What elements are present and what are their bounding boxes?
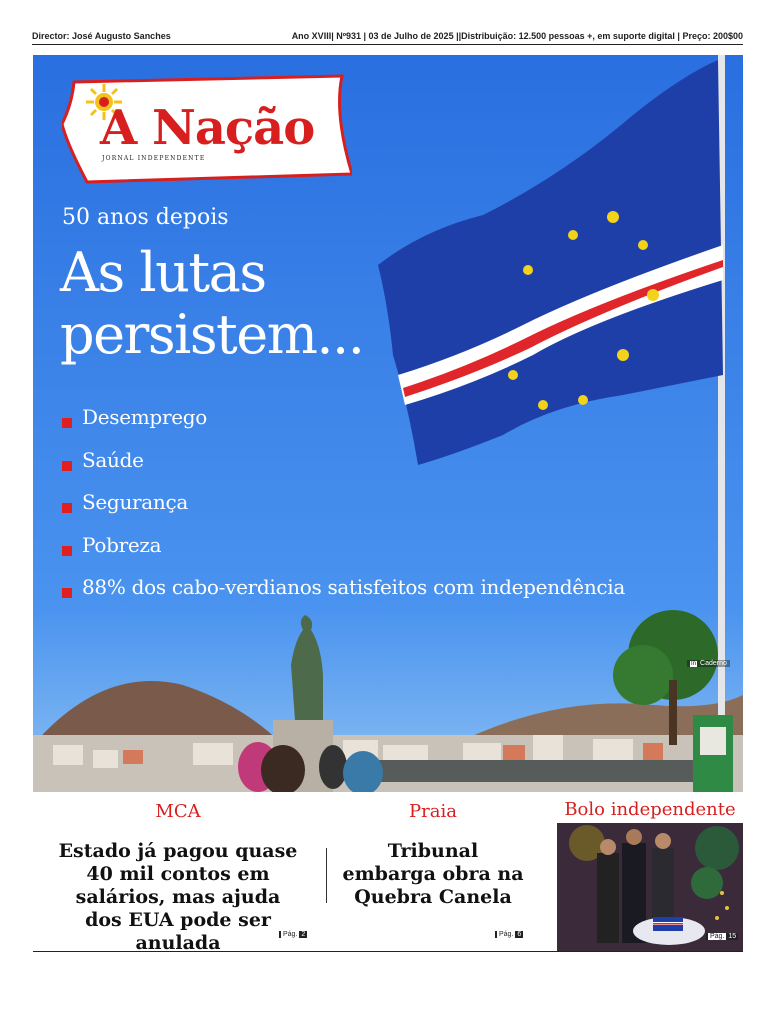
bullet-square-icon bbox=[62, 503, 72, 513]
story-tag: Praia bbox=[409, 801, 457, 822]
topic-item bbox=[62, 533, 625, 576]
story-title: Estado já pagou quase 40 mil contos em salários, mas ajuda dos EUA pode ser anulada bbox=[58, 840, 298, 954]
page-number: 6 bbox=[517, 931, 522, 938]
bullet-square-icon bbox=[62, 546, 72, 556]
bullet-square-icon bbox=[62, 588, 72, 598]
page-number: 15 bbox=[728, 933, 737, 940]
headline-line-1: As lutas bbox=[60, 241, 266, 304]
masthead-bar bbox=[32, 30, 743, 45]
page-reference bbox=[279, 931, 307, 938]
ceremony-photo bbox=[557, 823, 743, 951]
page-reference bbox=[706, 933, 738, 940]
logo-subtitle: JORNAL INDEPENDENTE bbox=[102, 155, 206, 162]
director-credit: Director: José Augusto Sanches bbox=[32, 31, 171, 41]
topics-list bbox=[62, 405, 625, 618]
bullet-square-icon bbox=[62, 461, 72, 471]
reference-label: Caderno bbox=[700, 660, 727, 667]
newspaper-logo bbox=[62, 74, 352, 184]
column-divider bbox=[326, 848, 327, 903]
cover-headline bbox=[60, 242, 420, 366]
logo-title: A Nação bbox=[100, 100, 315, 156]
topic-item bbox=[62, 448, 625, 491]
page-label: Pág. bbox=[710, 933, 725, 940]
story-bolo[interactable] bbox=[557, 793, 743, 951]
topic-item bbox=[62, 575, 625, 618]
topic-item bbox=[62, 490, 625, 533]
section-reference bbox=[687, 660, 730, 667]
page-label: Pág. bbox=[499, 931, 514, 938]
story-title: Tribunal embarga obra na Quebra Canela bbox=[342, 840, 524, 908]
issue-info: Ano XVIII| Nº931 | 03 de Julho de 2025 ||Distribuição: 12.500 pessoas +, em suporte digital | Preço: 200$00 bbox=[291, 31, 743, 41]
page-label: Pág. bbox=[283, 931, 298, 938]
cover-kicker: 50 anos depois bbox=[62, 205, 229, 230]
story-praia[interactable] bbox=[328, 793, 538, 909]
story-photo bbox=[557, 823, 743, 951]
topic-text: Pobreza bbox=[82, 532, 162, 557]
bottom-stories bbox=[33, 793, 743, 952]
topic-text: Saúde bbox=[82, 447, 144, 472]
bullet-square-icon bbox=[62, 418, 72, 428]
story-tag: Bolo independente bbox=[564, 799, 736, 820]
topic-item bbox=[62, 405, 625, 448]
headline-line-2: persistem... bbox=[60, 303, 364, 366]
reference-icon: In bbox=[691, 661, 697, 667]
story-tag: MCA bbox=[155, 801, 201, 822]
topic-text: Segurança bbox=[82, 490, 189, 514]
page-number: 2 bbox=[301, 931, 306, 938]
topic-text: Desemprego bbox=[82, 405, 207, 429]
page-reference bbox=[495, 931, 523, 938]
topic-text: 88% dos cabo-verdianos satisfeitos com independência bbox=[82, 575, 626, 599]
